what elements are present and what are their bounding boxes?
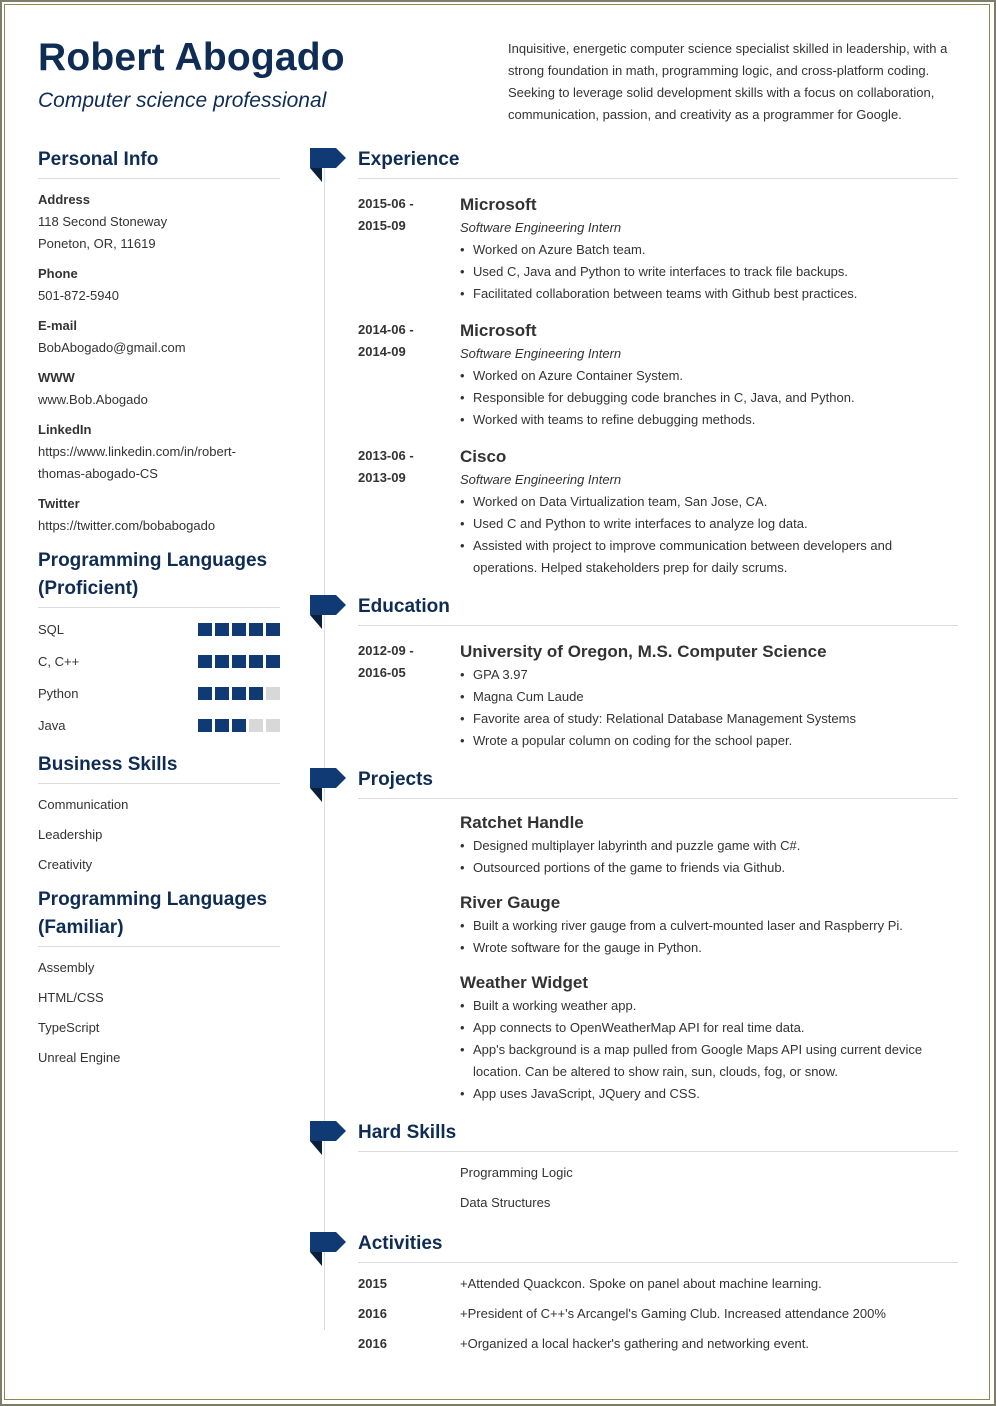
summary-paragraph: Inquisitive, energetic computer science specialist skilled in leadership, with a strong foundation in math, programming logic, and cross-platform coding. Seeking to leverage solid development skills with a focus on collaboration, communication, passion, and creativity as a programmer for Google. [508, 41, 948, 122]
familiar-language-item: Assembly [38, 960, 95, 975]
hard-skill-item: Data Structures [460, 1195, 551, 1210]
project-entry [460, 891, 958, 959]
candidate-name: Robert Abogado [38, 36, 345, 79]
bullet-item: • Responsible for debugging code branches in C, Java, and Python. [460, 387, 958, 409]
bullet-item: • Used C and Python to write interfaces to analyze log data. [460, 513, 958, 535]
linkedin-block [38, 419, 280, 485]
project-entry [460, 971, 958, 1105]
activity-row [358, 1269, 958, 1299]
skill-row [38, 613, 280, 645]
familiar-language-item: HTML/CSS [38, 990, 104, 1005]
rating-dot-empty-icon [266, 719, 280, 732]
entry-dates [358, 640, 460, 752]
section-flag-icon [310, 1232, 346, 1270]
right-column [358, 146, 958, 1359]
phone-label: Phone [38, 266, 78, 281]
activity-year: 2015 [358, 1276, 387, 1291]
rating-dot-filled-icon [198, 687, 212, 700]
bullet-item: • Used C, Java and Python to write interfaces to track file backups. [460, 261, 958, 283]
left-column [38, 146, 280, 1073]
linkedin-label: LinkedIn [38, 422, 92, 437]
skill-name: Java [38, 717, 66, 733]
bullet-item: • Built a working weather app. [460, 995, 958, 1017]
rating-dot-filled-icon [232, 655, 246, 668]
www-link[interactable]: www.Bob.Abogado [38, 392, 148, 407]
rating-dots [198, 687, 280, 700]
email-label: E-mail [38, 318, 78, 333]
activity-row [358, 1329, 958, 1359]
date-start: 2013-06 - [358, 448, 414, 463]
bullet-list [460, 915, 958, 959]
experience-entry [358, 193, 958, 305]
bullet-item: • Wrote software for the gauge in Python. [460, 937, 958, 959]
rating-dot-empty-icon [249, 719, 263, 732]
bullet-item: • Built a working river gauge from a culvert-mounted laser and Raspberry Pi. [460, 915, 958, 937]
bullet-list [460, 491, 958, 579]
experience-entry [358, 319, 958, 431]
bullet-item: • GPA 3.97 [460, 664, 958, 686]
business-skills-heading: Business Skills [38, 751, 280, 784]
hard-skills-section [358, 1119, 958, 1218]
bullet-item: • Favorite area of study: Relational Database Management Systems [460, 708, 958, 730]
rating-dot-filled-icon [232, 623, 246, 636]
entry-dates [358, 445, 460, 579]
date-end: 2013-09 [358, 470, 406, 485]
project-title: Ratchet Handle [460, 813, 584, 832]
bullet-item: • Worked on Data Virtualization team, San Jose, CA. [460, 491, 958, 513]
experience-section [358, 146, 958, 579]
languages-familiar-section [38, 886, 280, 1073]
bullet-item: • App uses JavaScript, JQuery and CSS. [460, 1083, 958, 1105]
company-name: Microsoft [460, 195, 537, 214]
activity-year: 2016 [358, 1306, 387, 1321]
candidate-title: Computer science professional [38, 89, 327, 112]
bullet-item: • Outsourced portions of the game to friends via Github. [460, 857, 958, 879]
business-skill-item: Creativity [38, 857, 93, 872]
section-flag-icon [310, 148, 346, 186]
rating-dots [198, 655, 280, 668]
rating-dot-filled-icon [215, 623, 229, 636]
rating-dot-filled-icon [198, 623, 212, 636]
bullet-item: • Worked with teams to refine debugging methods. [460, 409, 958, 431]
email-link[interactable]: BobAbogado@gmail.com [38, 340, 186, 355]
bullet-item: • App's background is a map pulled from Google Maps API using current device location. Can be altered to show rain, sun, clouds, fog, or snow. [460, 1039, 958, 1083]
address-line2: Poneton, OR, 11619 [38, 236, 156, 251]
bullet-item: • Magna Cum Laude [460, 686, 958, 708]
activity-text: +President of C++'s Arcangel's Gaming Club. Increased attendance 200% [460, 1306, 886, 1321]
rating-dot-filled-icon [198, 719, 212, 732]
projects-section [358, 766, 958, 1105]
languages-familiar-heading: Programming Languages (Familiar) [38, 886, 280, 947]
date-start: 2014-06 - [358, 322, 414, 337]
company-name: Cisco [460, 447, 507, 466]
date-end: 2014-09 [358, 344, 406, 359]
section-flag-icon [310, 768, 346, 806]
bullet-list [460, 835, 958, 879]
school-name: University of Oregon, M.S. Computer Science [460, 642, 827, 661]
activities-section [358, 1230, 958, 1359]
activity-year: 2016 [358, 1336, 387, 1351]
job-role: Software Engineering Intern [460, 220, 622, 235]
email-block [38, 315, 280, 359]
personal-info-section [38, 146, 280, 537]
rating-dots [198, 719, 280, 732]
rating-dot-filled-icon [249, 687, 263, 700]
bullet-list [460, 365, 958, 431]
linkedin-link-line2[interactable]: thomas-abogado-CS [38, 466, 158, 481]
skill-name: Python [38, 685, 79, 701]
project-title: River Gauge [460, 893, 561, 912]
skill-name: SQL [38, 621, 65, 637]
rating-dot-filled-icon [215, 719, 229, 732]
project-entry [460, 811, 958, 879]
rating-dot-filled-icon [215, 687, 229, 700]
rating-dot-filled-icon [266, 623, 280, 636]
skill-row [38, 645, 280, 677]
date-start: 2015-06 - [358, 196, 414, 211]
activity-text: +Attended Quackcon. Spoke on panel about machine learning. [460, 1276, 822, 1291]
entry-dates [358, 319, 460, 431]
rating-dot-filled-icon [232, 687, 246, 700]
languages-proficient-heading: Programming Languages (Proficient) [38, 547, 280, 608]
date-end: 2016-05 [358, 665, 406, 680]
bullet-item: • Worked on Azure Container System. [460, 365, 958, 387]
twitter-block [38, 493, 280, 537]
address-block [38, 189, 280, 255]
date-start: 2012-09 - [358, 643, 414, 658]
www-label: WWW [38, 370, 75, 385]
entry-dates [358, 193, 460, 305]
business-skill-item: Leadership [38, 827, 103, 842]
bullet-item: • Facilitated collaboration between teams with Github best practices. [460, 283, 958, 305]
bullet-item: • Wrote a popular column on coding for the school paper. [460, 730, 958, 752]
bullet-list [460, 995, 958, 1105]
activity-text: +Organized a local hacker's gathering and networking event. [460, 1336, 810, 1351]
bullet-list [460, 239, 958, 305]
skill-row [38, 709, 280, 741]
personal-info-heading: Personal Info [38, 146, 280, 179]
experience-entry [358, 445, 958, 579]
rating-dot-filled-icon [232, 719, 246, 732]
education-entry [358, 640, 958, 752]
education-heading: Education [358, 593, 958, 626]
project-title: Weather Widget [460, 973, 588, 992]
job-role: Software Engineering Intern [460, 346, 622, 361]
hard-skill-item: Programming Logic [460, 1165, 573, 1180]
hard-skills-heading: Hard Skills [358, 1119, 958, 1152]
activity-row [358, 1299, 958, 1329]
bullet-list [460, 664, 958, 752]
company-name: Microsoft [460, 321, 537, 340]
languages-proficient-section [38, 547, 280, 741]
address-label: Address [38, 192, 91, 207]
twitter-label: Twitter [38, 496, 80, 511]
job-role: Software Engineering Intern [460, 472, 622, 487]
www-block [38, 367, 280, 411]
linkedin-link-line1[interactable]: https://www.linkedin.com/in/robert- [38, 444, 236, 459]
address-line1: 118 Second Stoneway [38, 214, 168, 229]
rating-dot-filled-icon [249, 655, 263, 668]
skill-name: C, C++ [38, 653, 80, 669]
phone-value: 501-872-5940 [38, 288, 119, 303]
familiar-language-item: Unreal Engine [38, 1050, 121, 1065]
rating-dot-filled-icon [198, 655, 212, 668]
rating-dot-filled-icon [249, 623, 263, 636]
education-section [358, 593, 958, 752]
bullet-item: • App connects to OpenWeatherMap API for real time data. [460, 1017, 958, 1039]
bullet-item: • Worked on Azure Batch team. [460, 239, 958, 261]
twitter-link[interactable]: https://twitter.com/bobabogado [38, 518, 216, 533]
rating-dot-empty-icon [266, 687, 280, 700]
phone-block [38, 263, 280, 307]
skill-row [38, 677, 280, 709]
bullet-item: • Designed multiplayer labyrinth and puzzle game with C#. [460, 835, 958, 857]
bullet-item: • Assisted with project to improve communication between developers and operations. Helped stakeholders prep for daily scrums. [460, 535, 958, 579]
section-flag-icon [310, 595, 346, 633]
rating-dots [198, 623, 280, 636]
rating-dot-filled-icon [266, 655, 280, 668]
date-end: 2015-09 [358, 218, 406, 233]
section-flag-icon [310, 1121, 346, 1159]
activities-heading: Activities [358, 1230, 958, 1263]
familiar-language-item: TypeScript [38, 1020, 100, 1035]
projects-heading: Projects [358, 766, 958, 799]
rating-dot-filled-icon [215, 655, 229, 668]
business-skills-section [38, 751, 280, 880]
experience-heading: Experience [358, 146, 958, 179]
business-skill-item: Communication [38, 797, 129, 812]
